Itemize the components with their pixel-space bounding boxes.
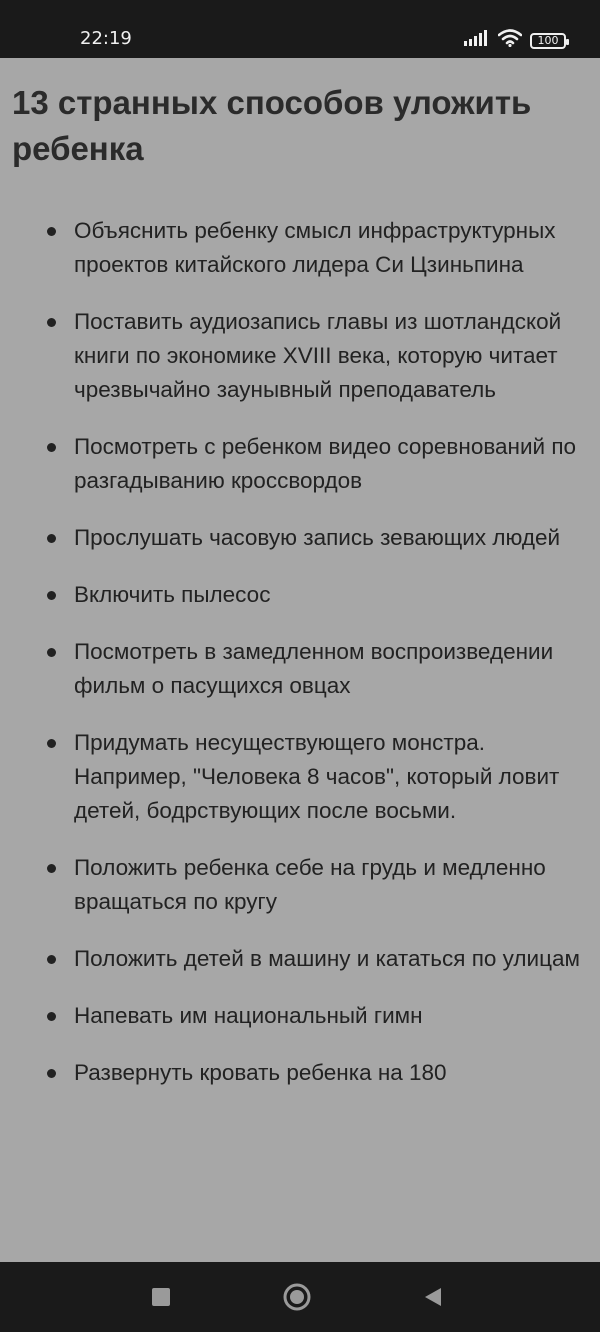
bullet-icon bbox=[47, 591, 56, 600]
list-item-text: Прослушать часовую запись зевающих людей bbox=[74, 525, 561, 550]
list-item bbox=[0, 635, 600, 703]
list-item bbox=[0, 726, 600, 828]
list-item-text: Придумать несуществующего монстра. Например, "Человека 8 часов", который ловит детей, бодрствующих после восьми. bbox=[74, 730, 560, 823]
tips-list bbox=[0, 214, 600, 1090]
battery-icon bbox=[530, 33, 566, 49]
battery-level: 100 bbox=[537, 34, 559, 47]
list-item-text: Положить детей в машину и кататься по улицам bbox=[74, 946, 580, 971]
signal-icon bbox=[464, 30, 490, 51]
bullet-icon bbox=[47, 318, 56, 327]
bullet-icon bbox=[47, 648, 56, 657]
list-item bbox=[0, 521, 600, 555]
list-item bbox=[0, 305, 600, 407]
navigation-bar bbox=[0, 1262, 600, 1332]
list-item-text: Объяснить ребенку смысл инфраструктурных проектов китайского лидера Си Цзиньпина bbox=[74, 218, 556, 277]
list-item-text: Посмотреть с ребенком видео соревнований по разгадыванию кроссвордов bbox=[74, 434, 577, 493]
list-item bbox=[0, 942, 600, 976]
recents-square-icon[interactable] bbox=[146, 1282, 176, 1312]
list-item bbox=[0, 578, 600, 612]
bullet-icon bbox=[47, 739, 56, 748]
list-item-text: Развернуть кровать ребенка на 180 bbox=[74, 1060, 447, 1085]
list-item-text: Положить ребенка себе на грудь и медленно вращаться по кругу bbox=[74, 855, 546, 914]
article-view[interactable] bbox=[0, 58, 600, 1262]
bullet-icon bbox=[47, 1012, 56, 1021]
page-title: 13 странных способов уложить ребенка bbox=[12, 84, 532, 167]
list-item bbox=[0, 851, 600, 919]
bullet-icon bbox=[47, 534, 56, 543]
list-item-text: Включить пылесос bbox=[74, 582, 271, 607]
list-item bbox=[0, 430, 600, 498]
back-triangle-icon[interactable] bbox=[418, 1282, 448, 1312]
list-item bbox=[0, 1056, 600, 1090]
bullet-icon bbox=[47, 443, 56, 452]
list-item bbox=[0, 999, 600, 1033]
list-item-text: Посмотреть в замедленном воспроизведении фильм о пасущихся овцах bbox=[74, 639, 554, 698]
bullet-icon bbox=[47, 227, 56, 236]
status-time: 22:19 bbox=[80, 28, 132, 49]
wifi-icon bbox=[498, 29, 522, 52]
list-item-text: Напевать им национальный гимн bbox=[74, 1003, 423, 1028]
home-circle-icon[interactable] bbox=[282, 1282, 312, 1312]
status-icons bbox=[464, 29, 566, 52]
bullet-icon bbox=[47, 1069, 56, 1078]
list-item bbox=[0, 214, 600, 282]
bullet-icon bbox=[47, 955, 56, 964]
list-item-text: Поставить аудиозапись главы из шотландской книги по экономике XVIII века, которую читает чрезвычайно заунывный преподаватель bbox=[74, 309, 562, 402]
bullet-icon bbox=[47, 864, 56, 873]
status-bar bbox=[0, 0, 600, 58]
